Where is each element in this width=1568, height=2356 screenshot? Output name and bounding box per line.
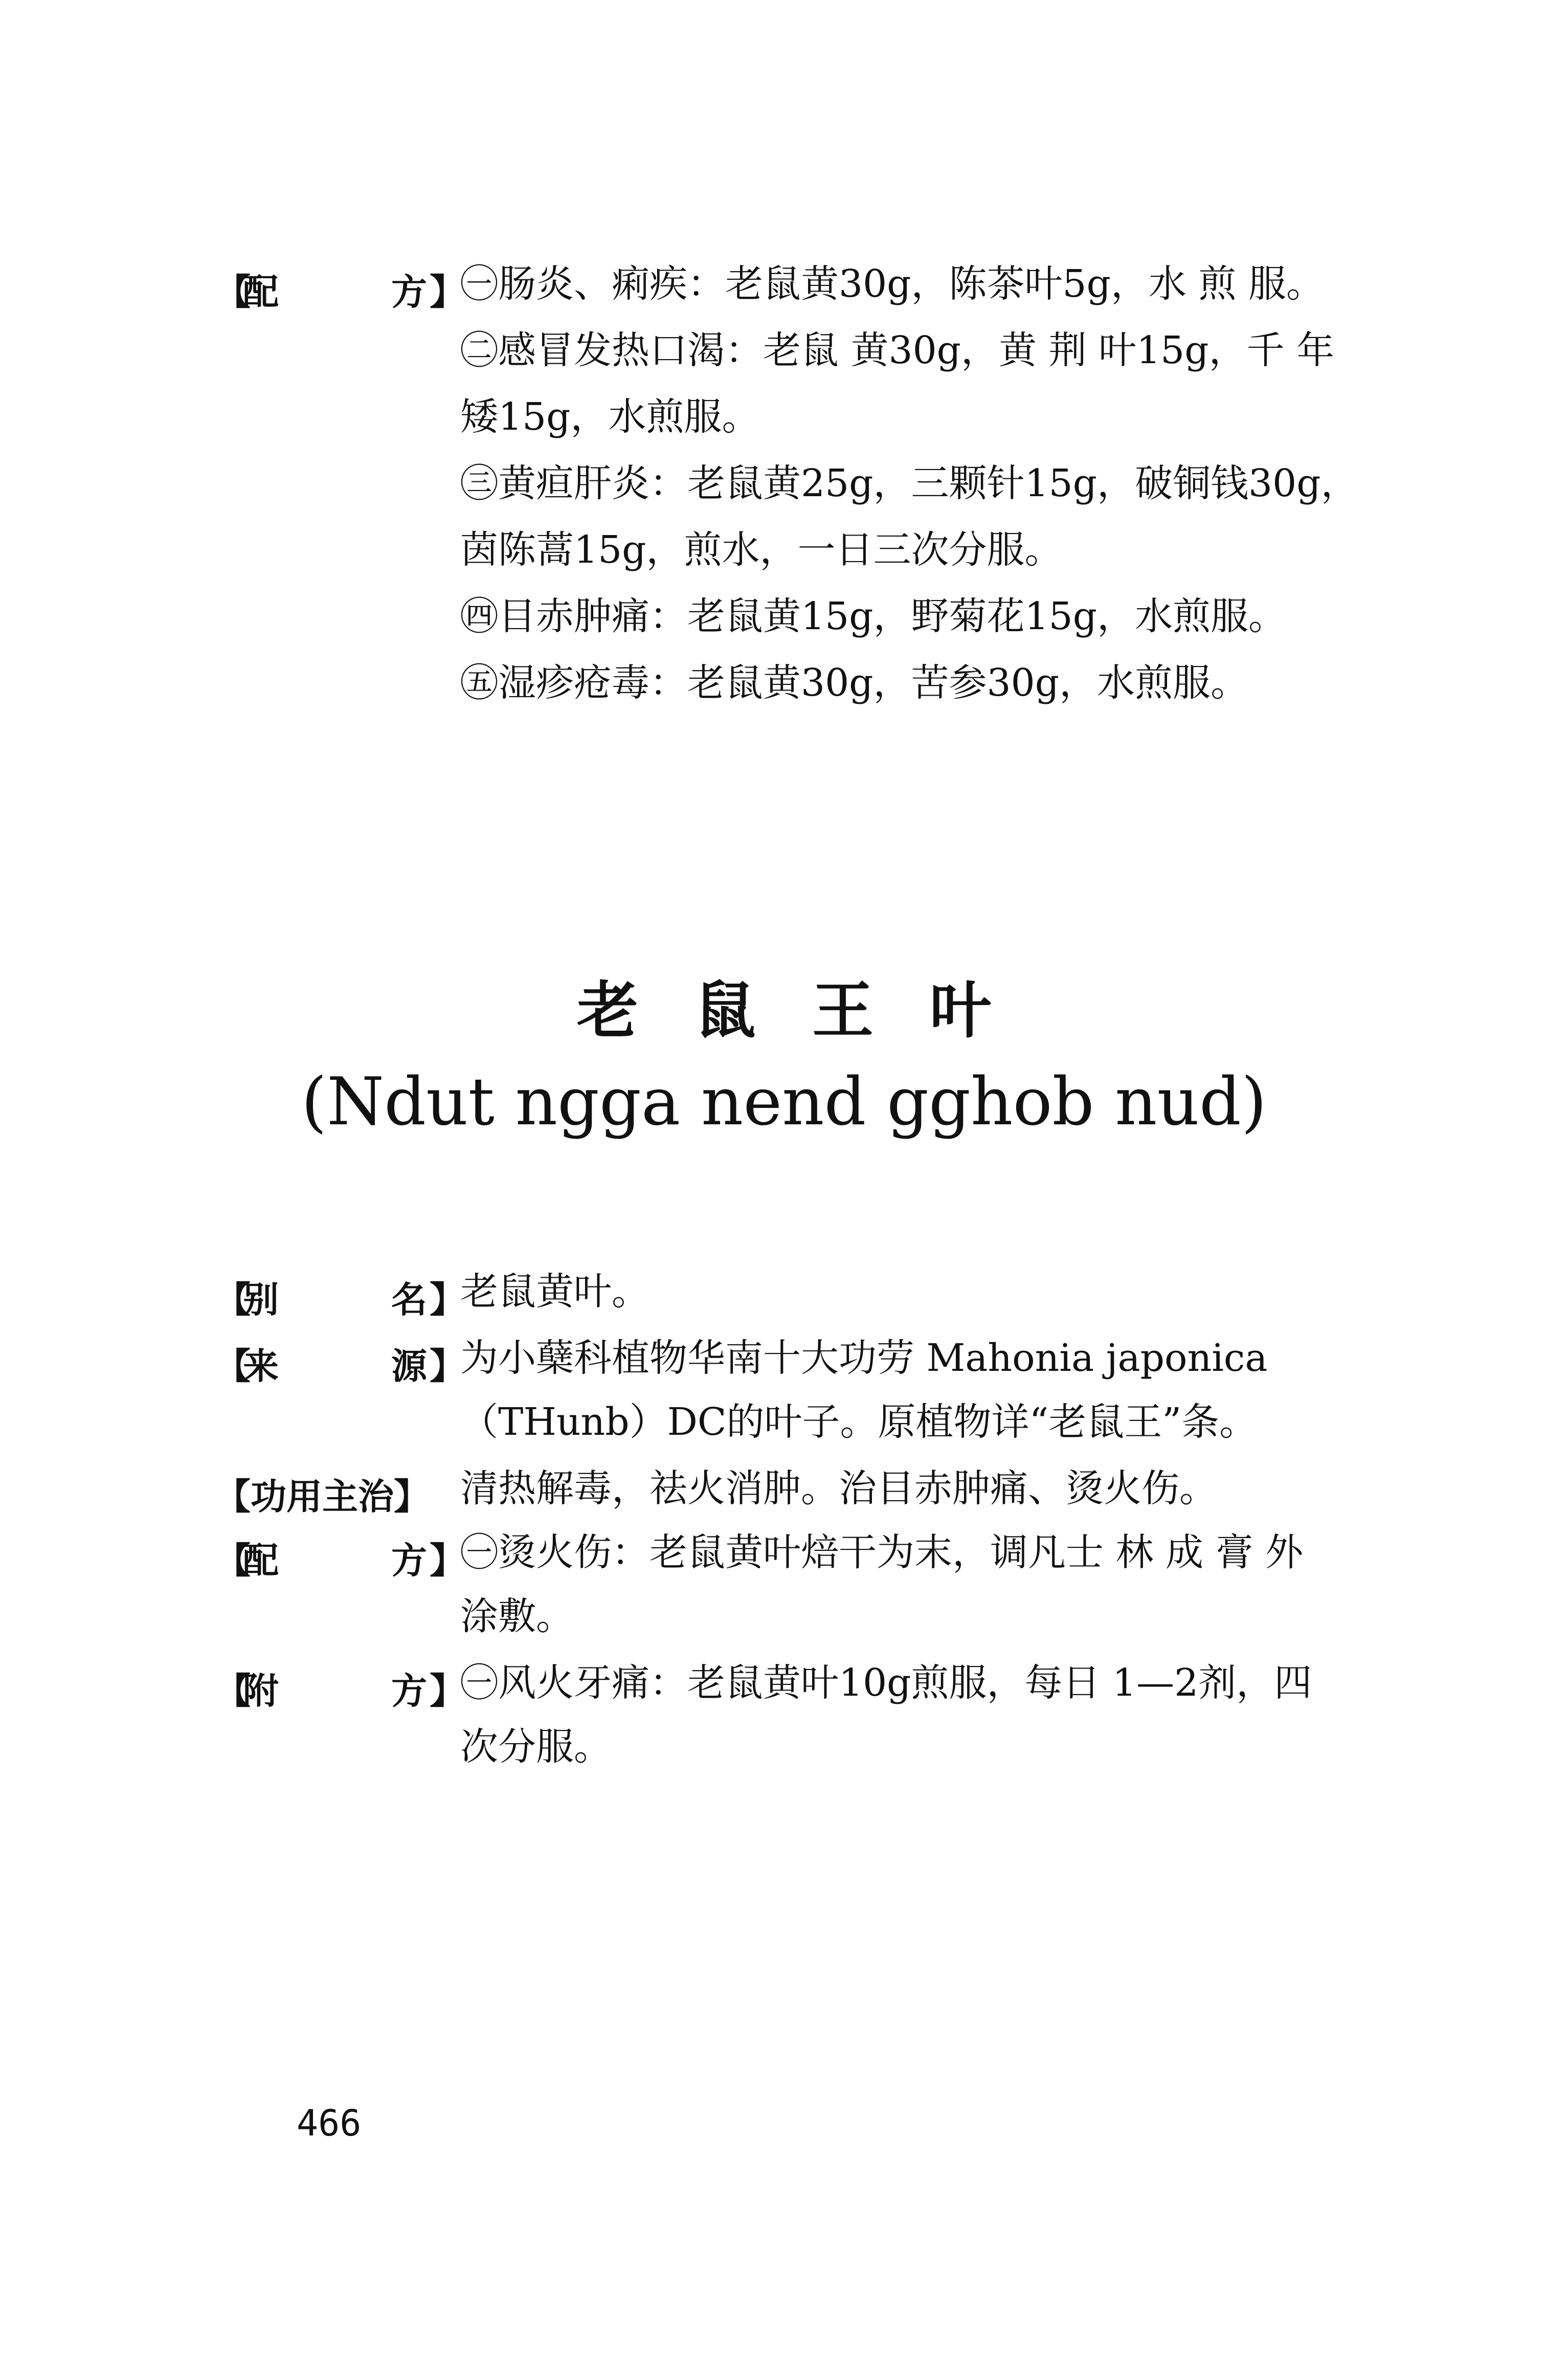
text-line: ㊁感冒发热口渴：老鼠 黄30g，黄 荆 叶15g，千 年 — [460, 328, 1335, 372]
label-char-first: 别 — [243, 1279, 279, 1321]
label-full: 【功用主治】 — [215, 1476, 430, 1518]
label-bracket-close: 】 — [430, 1670, 465, 1712]
label-bracket-close: 】 — [430, 1540, 465, 1582]
label-char-second: 方 — [391, 1670, 427, 1712]
text-line: 涂敷。 — [460, 1594, 574, 1638]
entry-label — [215, 1662, 465, 1724]
entry-label — [215, 1532, 465, 1593]
label-char-second: 方 — [391, 1540, 427, 1582]
label-char-first: 配 — [243, 1540, 279, 1582]
text-line: ㊄湿疹疮毒：老鼠黄30g，苦参30g，水煎服。 — [460, 661, 1249, 705]
entry-label — [215, 1271, 465, 1332]
label-bracket-open: 【 — [215, 1279, 251, 1321]
text-line: 为小蘖科植物华南十大功劳 Mahonia japonica — [460, 1336, 1268, 1380]
label-bracket-open: 【 — [215, 1345, 251, 1387]
page-number: 466 — [297, 2102, 362, 2144]
section-title: 老鼠王叶 — [577, 975, 1047, 1047]
entry-label — [215, 263, 465, 325]
text-line: 老鼠黄叶。 — [460, 1270, 649, 1314]
label-bracket-open: 【 — [215, 1670, 251, 1712]
label-char-first: 配 — [243, 271, 279, 313]
text-line: 矮15g，水煎服。 — [460, 395, 760, 439]
label-char-first: 来 — [243, 1345, 279, 1387]
label-char-second: 源 — [391, 1345, 427, 1387]
label-char-second: 方 — [391, 271, 427, 313]
text-line: ㊀肠炎、痢疾：老鼠黄30g，陈茶叶5g，水 煎 服。 — [460, 262, 1325, 306]
text-line: 茵陈蒿15g，煎水，一日三次分服。 — [460, 528, 1063, 572]
section-subtitle: (Ndut ngga nend gghob nud) — [301, 1064, 1267, 1140]
text-line: ㊀风火牙痛：老鼠黄叶10g煎服，每日 1—2剂，四 — [460, 1661, 1312, 1705]
label-char-first: 附 — [243, 1670, 279, 1712]
text-line: 清热解毒，祛火消肿。治目赤肿痛、烫火伤。 — [460, 1466, 1217, 1510]
label-char-second: 名 — [391, 1279, 427, 1321]
text-line: （THunb）DC的叶子。原植物详“老鼠王”条。 — [460, 1400, 1258, 1444]
label-bracket-open: 【 — [215, 271, 251, 313]
text-line: 次分服。 — [460, 1725, 612, 1769]
label-bracket-close: 】 — [430, 271, 465, 313]
label-bracket-close: 】 — [430, 1279, 465, 1321]
text-line: ㊀烫火伤：老鼠黄叶焙干为末，调凡士 林 成 膏 外 — [460, 1530, 1304, 1574]
entry-label — [215, 1468, 450, 1529]
label-bracket-close: 】 — [430, 1345, 465, 1387]
text-line: ㊃目赤肿痛：老鼠黄15g，野菊花15g，水煎服。 — [460, 594, 1287, 638]
entry-label — [215, 1338, 465, 1399]
text-line: ㊂黄疸肝炎：老鼠黄25g，三颗针15g，破铜钱30g， — [460, 461, 1359, 505]
label-bracket-open: 【 — [215, 1540, 251, 1582]
